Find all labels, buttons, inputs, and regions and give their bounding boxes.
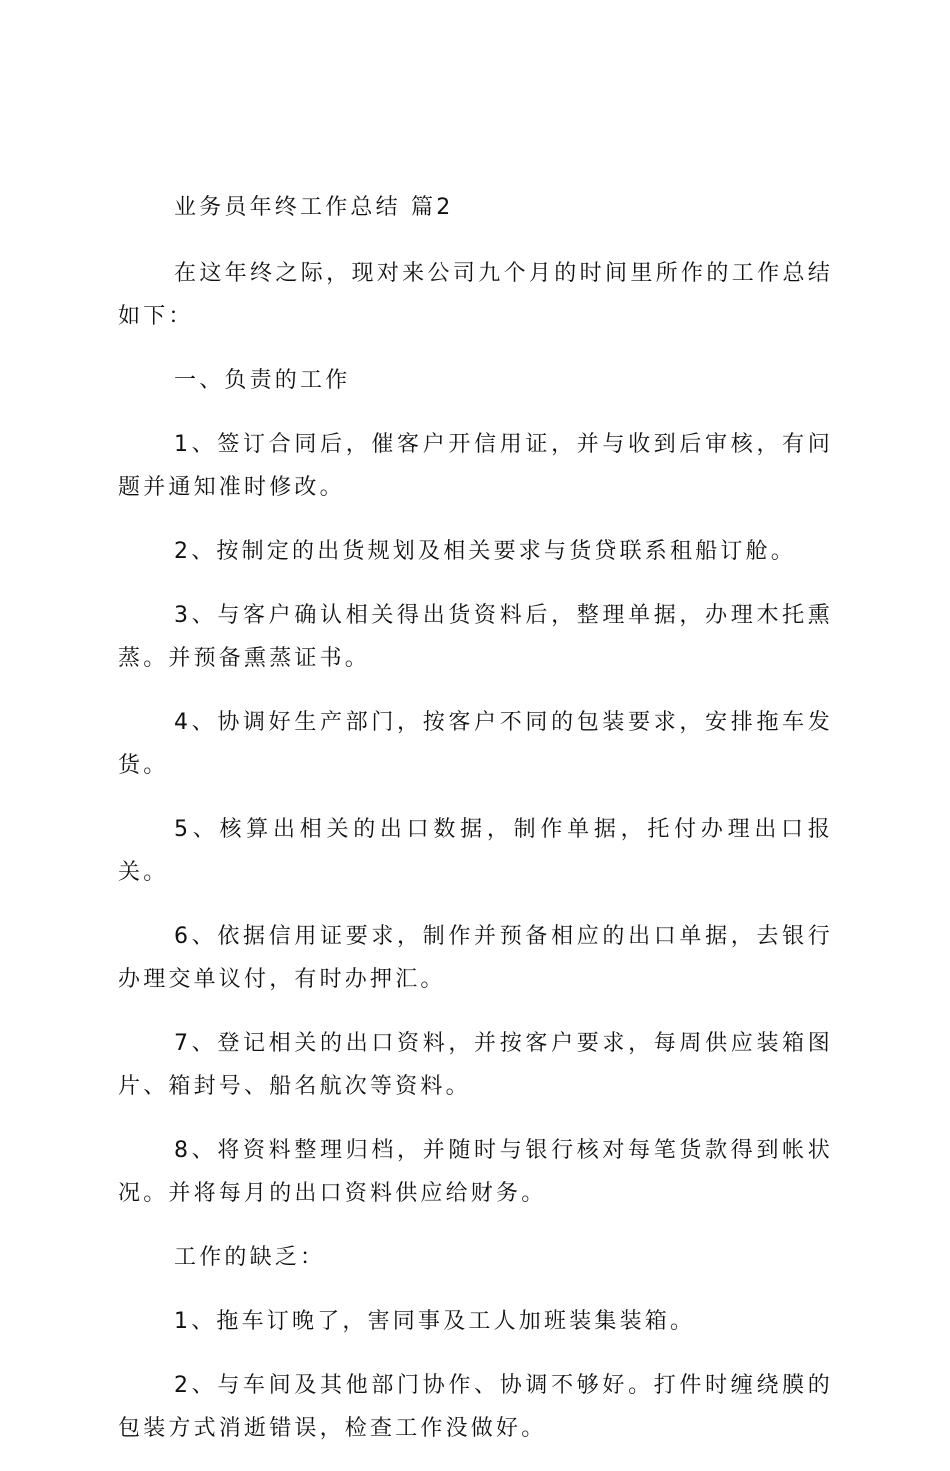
list-item: 4、协调好生产部门，按客户不同的包装要求，安排拖车发货。	[118, 710, 833, 778]
section-heading-responsibilities: 一、负责的工作	[174, 368, 351, 393]
list-item: 2、与车间及其他部门协作、协调不够好。打件时缠绕膜的包装方式消逝错误，检查工作没做好。	[118, 1373, 833, 1441]
list-item: 6、依据信用证要求，制作并预备相应的出口单据，去银行办理交单议付，有时办押汇。	[118, 924, 833, 992]
list-item: 3、与客户确认相关得出货资料后，整理单据，办理木托熏蒸。并预备熏蒸证书。	[118, 603, 833, 671]
document-body	[118, 186, 833, 1471]
list-item: 5、核算出相关的出口数据，制作单据，托付办理出口报关。	[118, 817, 833, 885]
section-heading-shortcomings: 工作的缺乏：	[174, 1245, 326, 1270]
list-item: 1、拖车订晚了，害同事及工人加班装集装箱。	[174, 1309, 696, 1334]
list-item: 7、登记相关的出口资料，并按客户要求，每周供应装箱图片、箱封号、船名航次等资料。	[118, 1031, 833, 1099]
list-item: 8、将资料整理归档，并随时与银行核对每笔货款得到帐状况。并将每月的出口资料供应给财务。	[118, 1138, 833, 1206]
list-item: 1、签订合同后，催客户开信用证，并与收到后审核，有问题并通知准时修改。	[118, 432, 833, 500]
list-item: 2、按制定的出货规划及相关要求与货贷联系租船订舱。	[174, 539, 796, 564]
document-title: 业务员年终工作总结 篇2	[174, 195, 454, 220]
paragraph-intro: 在这年终之际，现对来公司九个月的时间里所作的工作总结如下：	[118, 261, 833, 329]
